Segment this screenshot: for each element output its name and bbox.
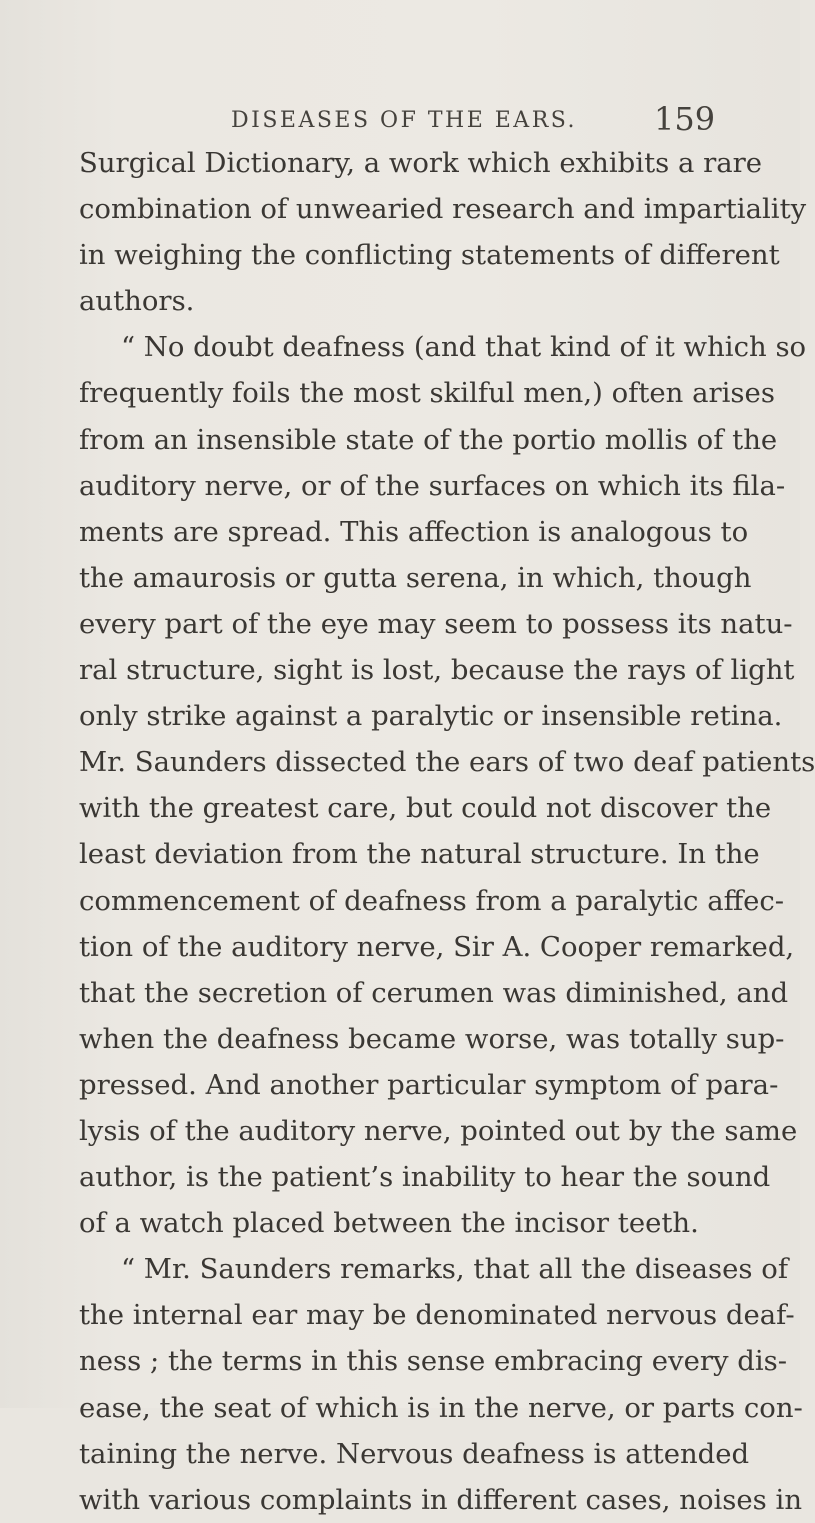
text-line: ness ; the terms in this sense embracing every dis- [79, 1345, 788, 1378]
text-line: commencement of deafness from a paralytic affec- [79, 884, 785, 917]
text-line: “ No doubt deafness (and that kind of it which so [121, 331, 807, 364]
text-line: ease, the seat of which is in the nerve, or parts con- [79, 1391, 803, 1424]
text-line: “ Mr. Saunders remarks, that all the diseases of [121, 1253, 789, 1286]
text-line: ral structure, sight is lost, because the rays of light [79, 654, 795, 687]
text-line: taining the nerve. Nervous deafness is attended [79, 1437, 750, 1470]
text-line: that the secretion of cerumen was diminished, and [79, 976, 789, 1009]
page-number: 159 [654, 100, 716, 138]
text-line: tion of the auditory nerve, Sir A. Cooper remarked, [79, 930, 795, 963]
running-head [0, 78, 800, 138]
text-line: when the deafness became worse, was totally sup- [79, 1022, 785, 1055]
text-line: ments are spread. This affection is analogous to [79, 515, 749, 548]
text-line: pressed. And another particular symptom of para- [79, 1068, 779, 1101]
text-line: with various complaints in different cases, noises in [79, 1483, 803, 1516]
text-line: author, is the patient’s inability to hear the sound [79, 1161, 771, 1194]
text-line: Mr. Saunders dissected the ears of two deaf patients [79, 746, 815, 779]
text-line: the amaurosis or gutta serena, in which, though [79, 561, 752, 594]
text-line: auditory nerve, or of the surfaces on which its fila- [79, 469, 786, 502]
text-line: in weighing the conflicting statements of different [79, 239, 780, 272]
body-text [79, 140, 815, 1523]
text-line: with the greatest care, but could not discover the [79, 792, 772, 825]
running-title: DISEASES OF THE EARS. [231, 108, 578, 133]
text-line: the internal ear may be denominated nervous deaf- [79, 1299, 795, 1332]
text-line: least deviation from the natural structure. In the [79, 838, 760, 871]
text-line: from an insensible state of the portio mollis of the [79, 423, 778, 456]
text-line: combination of unwearied research and impartiality [79, 193, 807, 226]
text-line: Surgical Dictionary, a work which exhibits a rare [79, 147, 763, 179]
text-line: only strike against a paralytic or insensible retina. [79, 700, 783, 733]
text-line: every part of the eye may seem to possess its natu- [79, 607, 793, 640]
text-line: lysis of the auditory nerve, pointed out by the same [79, 1114, 798, 1147]
text-line: authors. [79, 285, 195, 318]
text-line: of a watch placed between the incisor teeth. [79, 1207, 699, 1240]
text-line: frequently foils the most skilful men,) often arises [79, 377, 775, 410]
